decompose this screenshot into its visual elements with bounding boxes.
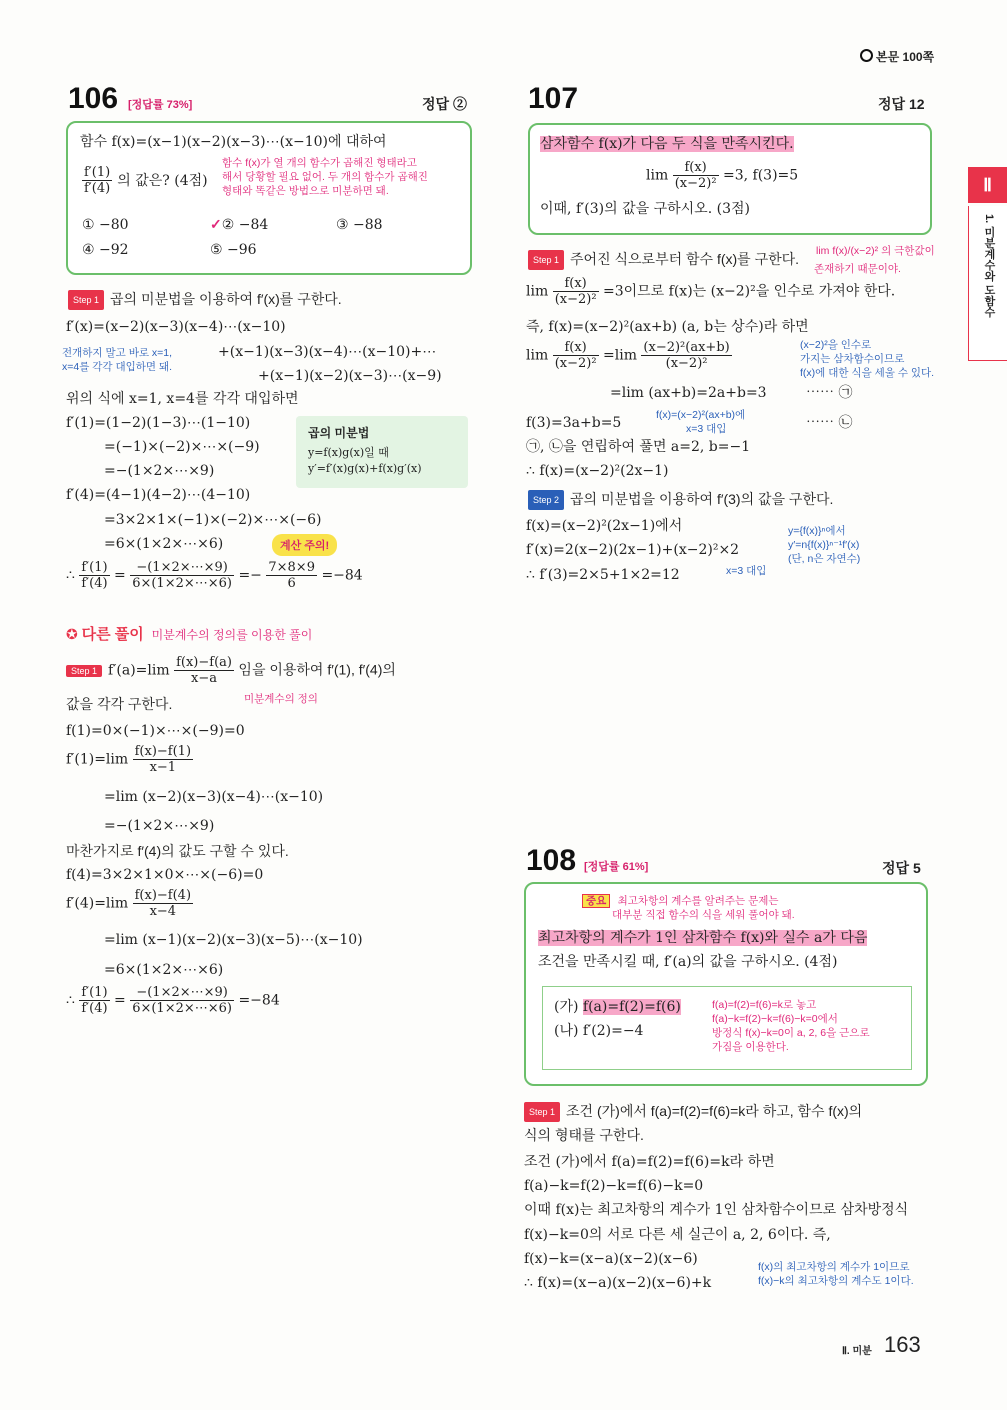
alt-l8: =lim (x−1)(x−2)(x−3)(x−5)⋯(x−10) [104, 932, 363, 948]
alt-result: ∴ $\frac{f'(1)}{f'(4)}$ = $\frac{-(1\times 2\times\cdots\times 9)}{6\times(1\times 2\times\cdots\times 6)}$ =−84 [66, 985, 280, 1016]
product-rule-box: 곱의 미분법 y=f(x)g(x)일 때 y′=f′(x)g(x)+f(x)g′(x) [296, 416, 468, 488]
cond-b: (나) f′(2)=−4 [554, 1023, 644, 1039]
cond-note: f(a)=f(2)=f(6)=k로 놓고 f(a)−k=f(2)−k=f(6)−k=0에서 방정식 f(x)−k=0이 a, 2, 6을 근으로 가짐을 이용한다. [712, 999, 870, 1053]
correct-rate-106: [정답률 73%] [128, 99, 193, 111]
result-106: ∴ $\frac{f'(1)}{f'(4)}$ = $\frac{-(1\times 2\times\cdots\times 9)}{6\times(1\times 2\times\cdots\times 6)}$ =− $\frac{7\times 8\times 9}{6}$ =−84 [66, 560, 363, 591]
page-ref: 본문 100쪽 [860, 48, 934, 65]
side-note-106: 전개하지 말고 바로 x=1, x=4를 각각 대입하면 돼. [62, 347, 173, 373]
sol106-l0: f′(x)=(x−2)(x−3)(x−4)⋯(x−10) [66, 319, 286, 335]
sol106-l1: +(x−1)(x−3)(x−4)⋯(x−10)+⋯ [218, 344, 437, 360]
alt-l1: f(1)=0×(−1)×⋯×(−9)=0 [66, 723, 245, 739]
sol106-l5: =(−1)×(−2)×⋯×(−9) [104, 439, 260, 455]
sol108-l1: 조건 (가)에서 f(a)=f(2)=f(6)=k라 하면 [524, 1154, 775, 1170]
caution-badge: 계산 주의! [272, 534, 337, 556]
note-107-5: y={f(x)}ⁿ에서 y′=n{f(x)}ⁿ⁻¹f′(x) (단, n은 자연수) [788, 525, 861, 565]
question-106-fraction: $\frac{f'(1)}{f'(4)}$ 의 값은? (4점) [84, 165, 208, 196]
alt-l3: =lim (x−2)(x−3)(x−4)⋯(x−10) [104, 789, 324, 805]
step1-108: Step 1 조건 (가)에서 f(a)=f(2)=f(6)=k라 하고, 함수 f(x)의 [524, 1102, 862, 1122]
alt-l5: 마찬가지로 f′(4)의 값도 구할 수 있다. [66, 843, 289, 859]
note-107-1: lim f(x)/(x−2)² 의 극한값이 존재하기 때문이야. [814, 245, 935, 275]
chapter-label: 1. 미분계수와 도함수 [968, 206, 1007, 361]
alt-l7: f′(4)=lim $\frac{f(x)-f(4)}{x-4}$ [66, 888, 192, 919]
tag-note-108: 중요 최고차항의 계수를 알려주는 문제는 대부분 직접 함수의 식을 세워 풀어야 돼. [582, 894, 795, 922]
question-106-line1: 함수 f(x)=(x−1)(x−2)(x−3)⋯(x−10)에 대하여 [80, 134, 387, 150]
step1-106: Step 1 곱의 미분법을 이용하여 f′(x)를 구한다. [68, 290, 342, 310]
sol106-l7: f′(4)=(4−1)(4−2)⋯(4−10) [66, 487, 251, 503]
answer-107: 정답 12 [878, 96, 925, 112]
problem-number-107: 107 [528, 82, 579, 115]
alt-l4: =−(1×2×⋯×9) [104, 818, 215, 834]
choice-5: ⑤ −96 [210, 242, 257, 258]
q107-l1: 삼차함수 f(x)가 다음 두 식을 만족시킨다. [540, 136, 794, 152]
sol107-l6: ㉠, ㉡을 연립하여 풀면 a=2, b=−1 [526, 439, 751, 455]
sol107-l7: ∴ f(x)=(x−2)²(2x−1) [526, 463, 669, 479]
correct-rate-108: [정답률 61%] [584, 861, 649, 873]
cond-a: (가) f(a)=f(2)=f(6) [554, 999, 681, 1015]
q108-l1: 최고차항의 계수가 1인 삼차함수 f(x)와 실수 a가 다음 [538, 930, 868, 946]
q107-l3: 이때, f′(3)의 값을 구하시오. (3점) [540, 201, 750, 217]
sol106-l4: f′(1)=(1−2)(1−3)⋯(1−10) [66, 415, 251, 431]
alt-l6: f(4)=3×2×1×0×⋯×(−6)=0 [66, 867, 264, 883]
def-note: 미분계수의 정의 [244, 693, 318, 705]
sol108-l6: ∴ f(x)=(x−a)(x−2)(x−6)+k [524, 1275, 712, 1291]
sol108-l3: 이때 f(x)는 최고차항의 계수가 1인 삼차함수이므로 삼차방정식 [524, 1202, 909, 1218]
mark-2: ⋯⋯ ㉡ [806, 415, 853, 431]
sol107-l10: ∴ f′(3)=2×5+1×2=12 [526, 567, 680, 583]
choice-2: ✓② −84 [210, 217, 269, 233]
alt-l9: =6×(1×2×⋯×6) [104, 962, 224, 978]
sol107-l8: f(x)=(x−2)²(2x−1)에서 [526, 518, 683, 534]
sol106-l3: 위의 식에 x=1, x=4를 각각 대입하면 [66, 391, 299, 407]
sol108-l2: f(a)−k=f(2)−k=f(6)−k=0 [524, 1178, 704, 1194]
sol107-l2: 즉, f(x)=(x−2)²(ax+b) (a, b는 상수)라 하면 [526, 319, 809, 335]
alt-step1-cont: 값을 각각 구한다. [66, 696, 173, 712]
sol107-l5: f(3)=3a+b=5 [526, 415, 622, 431]
problem-number-108: 108 [526, 844, 577, 877]
choice-1: ① −80 [82, 217, 129, 233]
alt-step1: Step 1 f′(a)=lim $\frac{f(x)-f(a)}{x-a}$ 임을 이용하여 f′(1), f′(4)의 [66, 655, 396, 686]
sol107-l3: lim $\frac{f(x)}{\text{(x−2)²}}$ =lim $\frac{\text{(x−2)²(ax+b)}}{\text{(x−2)²}}$ [526, 340, 730, 371]
sol108-l4: f(x)−k=0의 서로 다른 세 실근이 a, 2, 6이다. 즉, [524, 1227, 831, 1243]
page-number: 163 [884, 1332, 921, 1357]
sol107-l4: =lim (ax+b)=2a+b=3 [610, 385, 767, 401]
answer-108: 정답 5 [882, 860, 921, 876]
sol106-l2: +(x−1)(x−2)(x−3)⋯(x−9) [258, 368, 442, 384]
sol108-l5: f(x)−k=(x−a)(x−2)(x−6) [524, 1251, 698, 1267]
sol107-l1: lim $\frac{f(x)}{\text{(x−2)²}}$ =3이므로 f(x)는 (x−2)²을 인수로 가져야 한다. [526, 276, 896, 307]
star-icon: ✪ [66, 626, 78, 642]
step1-108-cont: 식의 형태를 구한다. [524, 1127, 644, 1143]
check-icon: ✓ [210, 217, 222, 233]
sol106-l8: =3×2×1×(−1)×(−2)×⋯×(−6) [104, 512, 322, 528]
note-108: f(x)의 최고차항의 계수가 1이므로 f(x)−k의 최고차항의 계수도 1이다. [758, 1261, 914, 1287]
footer-section: Ⅱ. 미분 [842, 1346, 872, 1357]
answer-106: 정답 ② [422, 96, 467, 112]
step2-107: Step 2 곱의 미분법을 이용하여 f′(3)의 값을 구한다. [528, 490, 833, 510]
note-107-4: x=3 대입 [726, 565, 767, 577]
choice-3: ③ −88 [336, 217, 383, 233]
alt-title: ✪ 다른 풀이 미분계수의 정의를 이용한 풀이 [66, 626, 313, 643]
chapter-tab[interactable]: Ⅱ [968, 167, 1007, 203]
sol107-l9: f′(x)=2(x−2)(2x−1)+(x−2)²×2 [526, 542, 740, 558]
note-107-3: f(x)=(x−2)²(ax+b)에 x=3 대입 [656, 409, 746, 435]
step1-107: Step 1 주어진 식으로부터 함수 f(x)를 구한다. [528, 250, 799, 270]
note-106-a: 함수 f(x)가 열 개의 함수가 곱해진 형태라고 해서 당황할 필요 없어. 두 개의 함수가 곱해진 형태와 똑같은 방법으로 미분하면 돼. [222, 157, 428, 197]
q107-lim: lim $\frac{f(x)}{\text{(x−2)²}}$ =3, f(3)=5 [646, 160, 799, 191]
circle-icon [860, 49, 873, 62]
alt-l2: f′(1)=lim $\frac{f(x)-f(1)}{x-1}$ [66, 744, 192, 775]
note-107-2: (x−2)²을 인수로 가지는 삼차함수이므로 f(x)에 대한 식을 세울 수 있다. [800, 339, 935, 379]
sol106-l6: =−(1×2×⋯×9) [104, 463, 215, 479]
q108-l2: 조건을 만족시킬 때, f′(a)의 값을 구하시오. (4점) [538, 954, 838, 970]
mark-1: ⋯⋯ ㉠ [806, 385, 853, 401]
choice-4: ④ −92 [82, 242, 129, 258]
problem-number-106: 106 [68, 82, 119, 115]
sol106-l9: =6×(1×2×⋯×6) [104, 536, 224, 552]
